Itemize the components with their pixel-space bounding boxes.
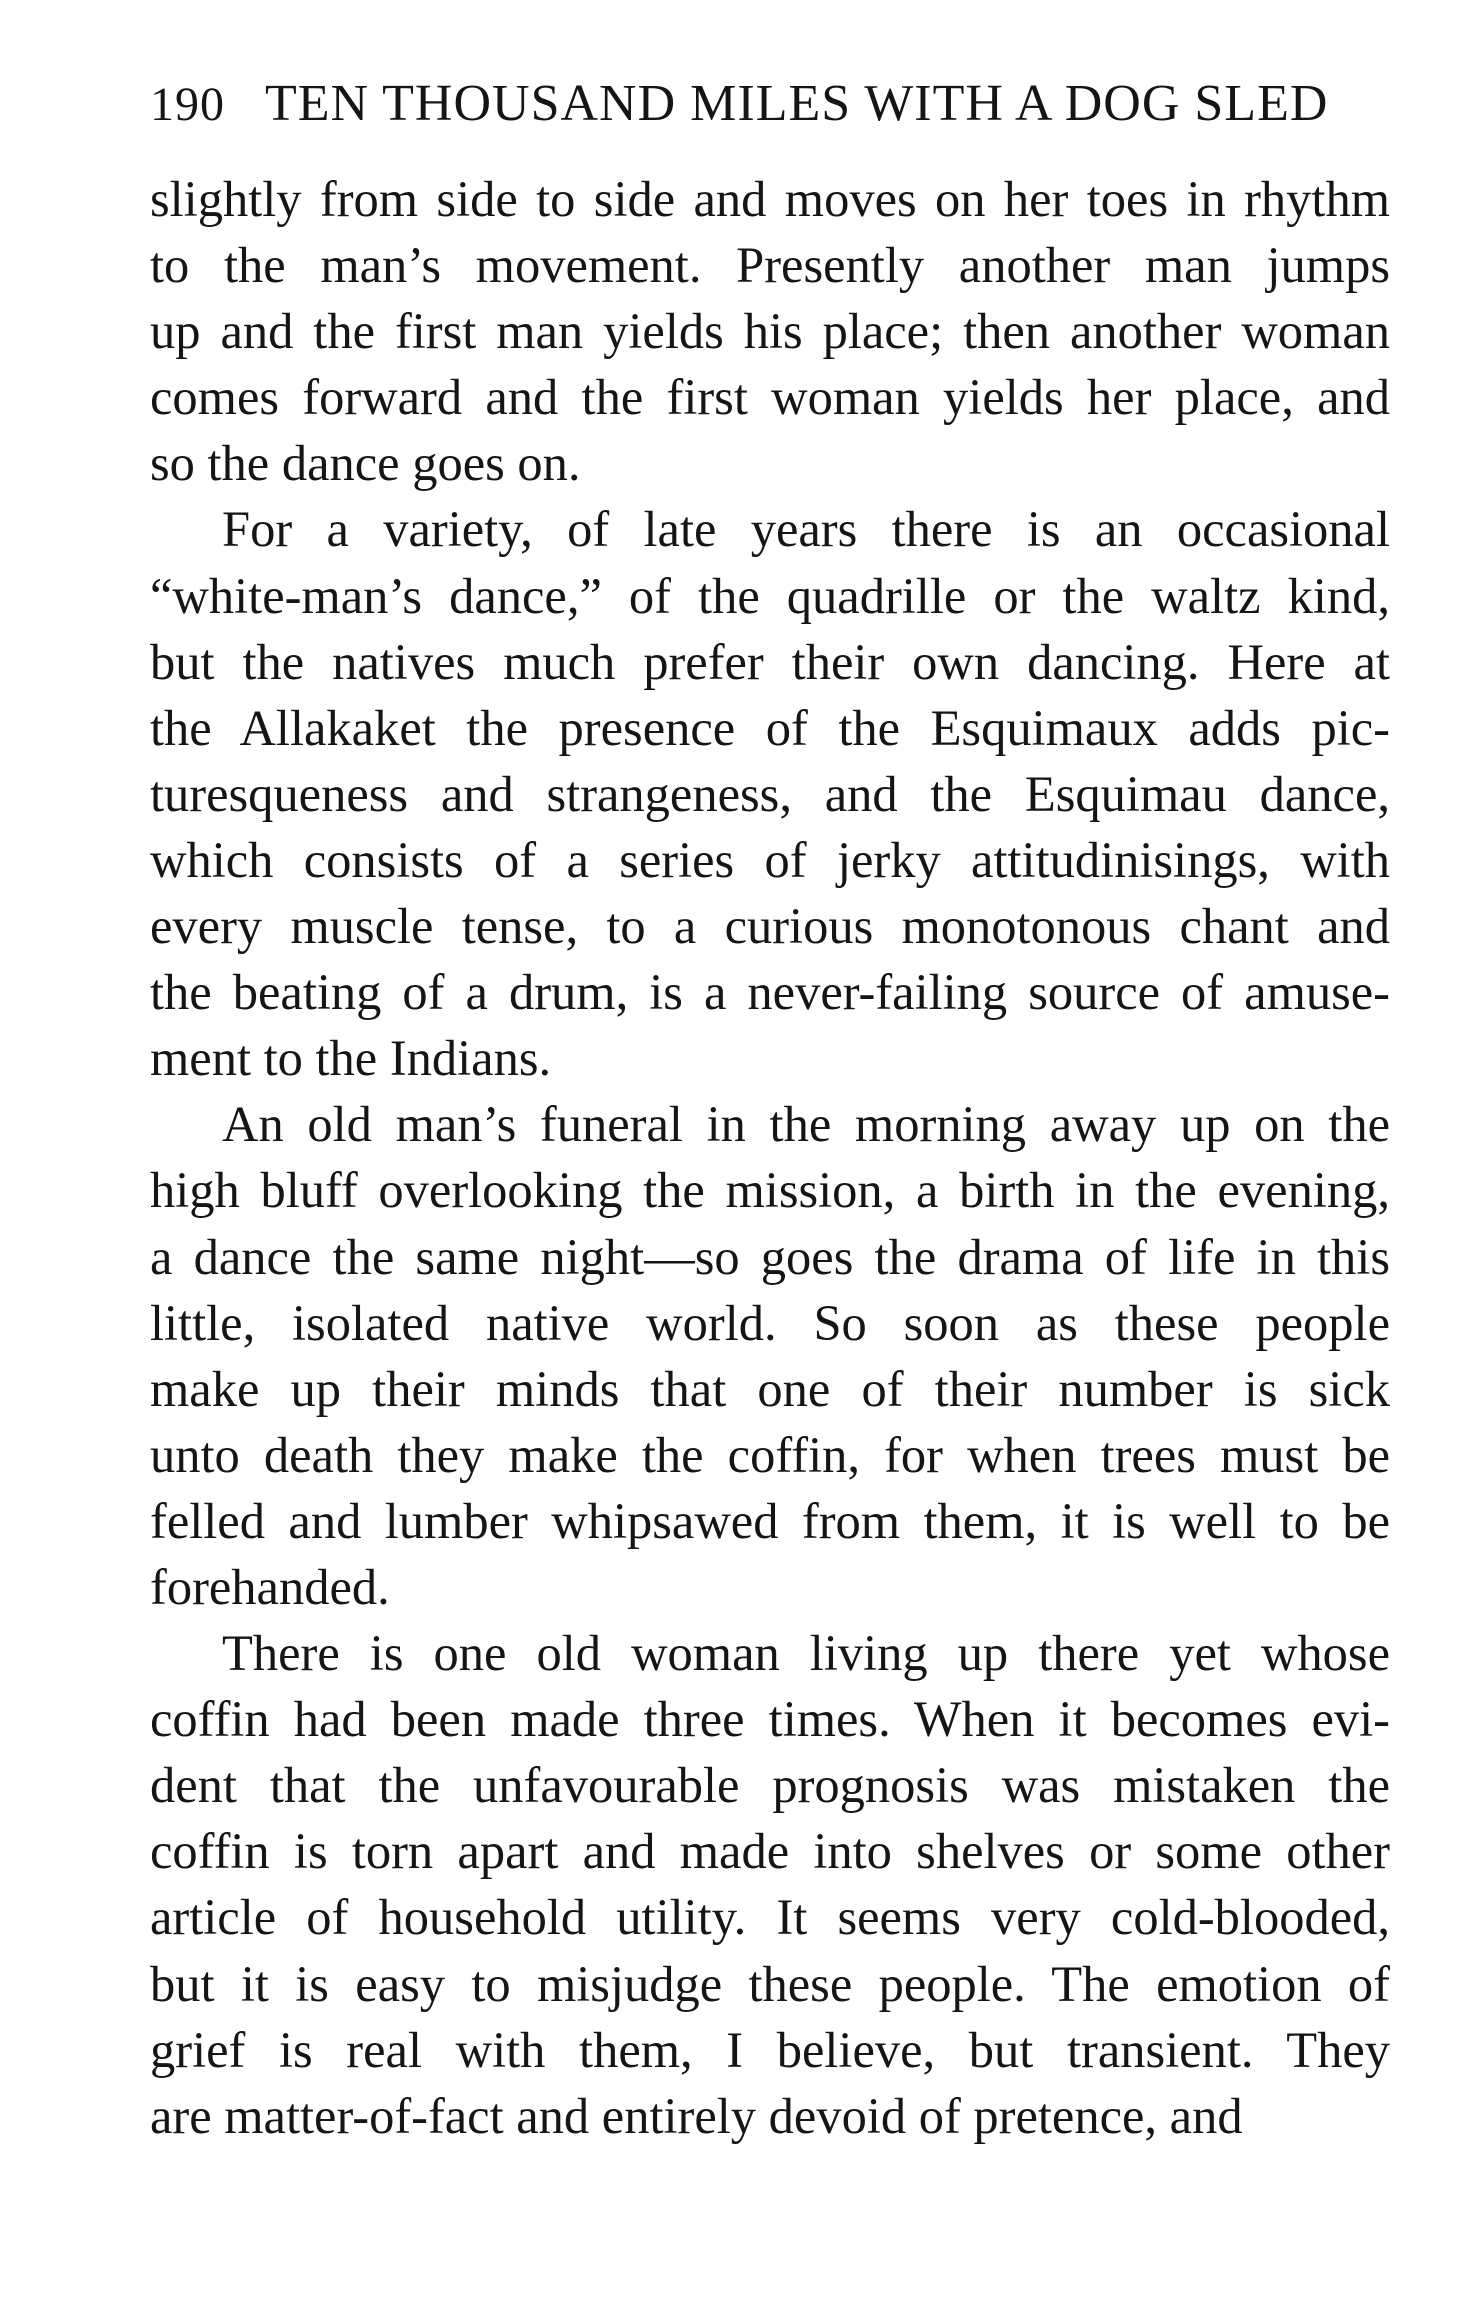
text-line: coffin had been made three times. When it becomes evi- xyxy=(150,1691,1390,1748)
text-line: little, isolated native world. So soon as these people xyxy=(150,1294,1390,1351)
text-line: every muscle tense, to a curious monotonous chant and xyxy=(150,898,1390,955)
text-line: so the dance goes on. xyxy=(150,435,581,492)
body-text xyxy=(150,166,1390,2149)
text-line: make up their minds that one of their number is sick xyxy=(150,1360,1390,1417)
text-line: but it is easy to misjudge these people. The emotion of xyxy=(150,1955,1390,2012)
text-line: slightly from side to side and moves on her toes in rhythm xyxy=(150,171,1390,227)
text-line: are matter-of-fact and entirely devoid of pretence, and xyxy=(150,2087,1243,2144)
text-line: felled and lumber whipsawed from them, it is well to be xyxy=(150,1492,1390,1549)
text-line: coffin is torn apart and made into shelves or some other xyxy=(150,1823,1390,1880)
text-line: An old man’s funeral in the morning away up on the xyxy=(222,1096,1390,1153)
page-header xyxy=(150,64,1390,144)
text-line: dent that the unfavourable prognosis was mistaken the xyxy=(150,1757,1390,1814)
text-line: up and the first man yields his place; then another woman xyxy=(150,303,1390,360)
running-head: TEN THOUSAND MILES WITH A DOG SLED xyxy=(265,75,1329,132)
text-line: to the man’s movement. Presently another man jumps xyxy=(150,237,1390,294)
text-line: unto death they make the coffin, for when trees must be xyxy=(150,1426,1390,1483)
text-line: grief is real with them, I believe, but transient. They xyxy=(150,2021,1390,2078)
text-line: ment to the Indians. xyxy=(150,1030,552,1087)
text-line: “white-man’s dance,” of the quadrille or the waltz kind, xyxy=(150,567,1390,624)
text-line: but the natives much prefer their own dancing. Here at xyxy=(150,633,1390,690)
text-line: forehanded. xyxy=(150,1558,390,1615)
text-line: the beating of a drum, is a never-failing source of amuse- xyxy=(150,964,1390,1021)
text-line: which consists of a series of jerky attitudinisings, with xyxy=(150,831,1390,888)
text-line: the Allakaket the presence of the Esquimaux adds pic- xyxy=(150,699,1390,756)
page-number: 190 xyxy=(150,78,225,131)
text-line: turesqueness and strangeness, and the Esquimau dance, xyxy=(150,765,1390,822)
paragraph xyxy=(150,1091,1390,1620)
paragraph xyxy=(150,496,1390,1091)
text-line: comes forward and the first woman yields her place, and xyxy=(150,369,1390,426)
text-line: a dance the same night—so goes the drama of life in this xyxy=(150,1228,1390,1285)
text-line: article of household utility. It seems very cold-blooded, xyxy=(150,1889,1390,1946)
paragraph xyxy=(150,1620,1390,2149)
text-line: For a variety, of late years there is an occasional xyxy=(222,501,1390,558)
paragraph xyxy=(150,166,1390,496)
text-line: high bluff overlooking the mission, a birth in the evening, xyxy=(150,1162,1390,1219)
text-line: There is one old woman living up there yet whose xyxy=(222,1625,1390,1682)
